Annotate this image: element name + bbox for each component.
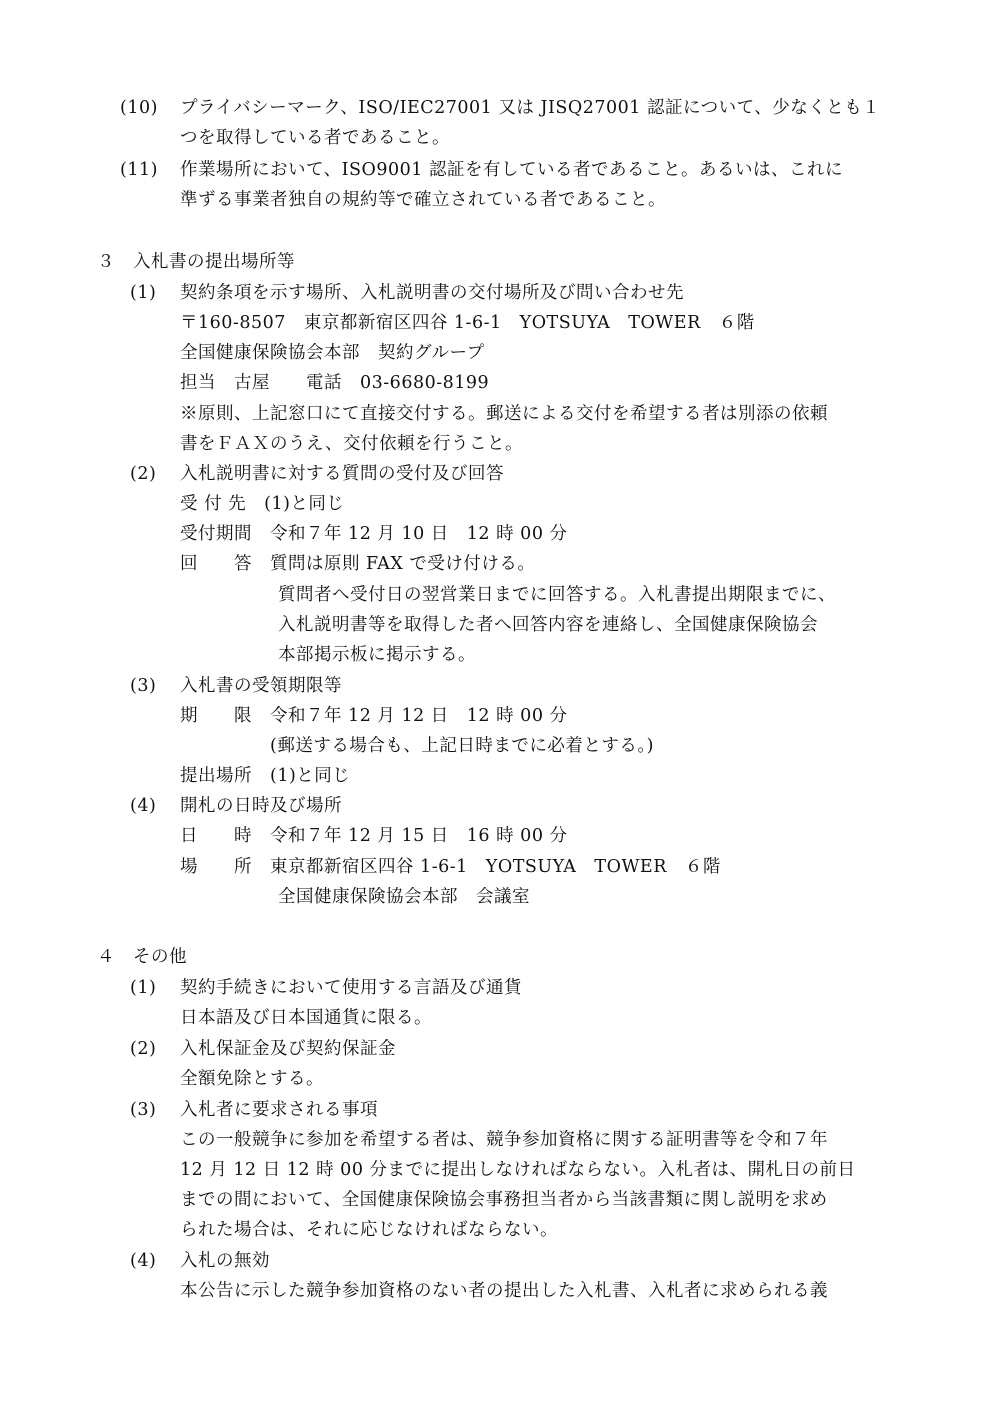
text-line: ※原則、上記窓口にて直接交付する。郵送による交付を希望する者は別添の依頼 (180, 404, 828, 424)
text-line: ４ その他 (97, 947, 187, 967)
text-line: 全国健康保険協会本部 契約グループ (180, 343, 485, 363)
text-line: 入札説明書等を取得した者へ回答内容を連絡し、全国健康保険協会 (278, 615, 818, 635)
text-line: 作業場所において、ISO9001 認証を有している者であること。あるいは、これに (180, 160, 843, 180)
text-line: (1) (130, 978, 157, 998)
text-line: 12 月 12 日 12 時 00 分までに提出しなければならない。入札者は、開札日の前日 (180, 1160, 856, 1180)
text-line: までの間において、全国健康保険協会事務担当者から当該書類に関し説明を求め (180, 1190, 828, 1210)
text-line: 〒160-8507 東京都新宿区四谷 1-6-1 YOTSUYA TOWER ６階 (180, 313, 755, 333)
text-line: 本公告に示した競争参加資格のない者の提出した入札書、入札者に求められる義 (180, 1281, 828, 1301)
text-line: 入札の無効 (180, 1251, 270, 1271)
text-line: 期 限 令和７年 12 月 12 日 12 時 00 分 (180, 706, 568, 726)
text-line: 受 付 先 (1)と同じ (180, 494, 345, 514)
text-line: (11) (120, 160, 158, 180)
text-line: ３ 入札書の提出場所等 (97, 252, 295, 272)
text-line: 全額免除とする。 (180, 1069, 324, 1089)
text-line: (1) (130, 283, 157, 303)
text-line: 場 所 東京都新宿区四谷 1-6-1 YOTSUYA TOWER ６階 (180, 857, 721, 877)
text-line: (郵送する場合も、上記日時までに必着とする。) (270, 736, 654, 756)
text-line: (3) (130, 676, 157, 696)
text-line: 全国健康保険協会本部 会議室 (278, 887, 530, 907)
text-line: 契約条項を示す場所、入札説明書の交付場所及び問い合わせ先 (180, 283, 684, 303)
text-line: プライバシーマーク、ISO/IEC27001 又は JISQ27001 認証について、少なくとも１ (180, 98, 881, 118)
text-line: 入札書の受領期限等 (180, 676, 342, 696)
text-line: 入札保証金及び契約保証金 (180, 1039, 396, 1059)
text-line: 回 答 質問は原則 FAX で受け付ける。 (180, 554, 536, 574)
text-line: (3) (130, 1100, 157, 1120)
text-line: (2) (130, 1039, 157, 1059)
text-line: 受付期間 令和７年 12 月 10 日 12 時 00 分 (180, 524, 568, 544)
text-line: られた場合は、それに応じなければならない。 (180, 1220, 558, 1240)
text-line: (2) (130, 464, 157, 484)
text-line: 入札説明書に対する質問の受付及び回答 (180, 464, 504, 484)
text-line: つを取得している者であること。 (180, 128, 450, 148)
text-line: この一般競争に参加を希望する者は、競争参加資格に関する証明書等を令和７年 (180, 1130, 828, 1150)
text-line: 本部掲示板に掲示する。 (278, 645, 476, 665)
text-line: 開札の日時及び場所 (180, 796, 342, 816)
text-line: 準ずる事業者独自の規約等で確立されている者であること。 (180, 190, 666, 210)
text-line: 日本語及び日本国通貨に限る。 (180, 1008, 432, 1028)
text-line: (10) (120, 98, 158, 118)
text-line: (4) (130, 1251, 157, 1271)
text-line: 書をＦＡＸのうえ、交付依頼を行うこと。 (180, 434, 524, 454)
text-line: (4) (130, 796, 157, 816)
text-line: 入札者に要求される事項 (180, 1100, 378, 1120)
text-line: 提出場所 (1)と同じ (180, 766, 351, 786)
text-line: 契約手続きにおいて使用する言語及び通貨 (180, 978, 522, 998)
text-line: 担当 古屋 電話 03-6680-8199 (180, 373, 490, 393)
text-line: 質問者へ受付日の翌営業日までに回答する。入札書提出期限までに、 (278, 585, 836, 605)
text-line: 日 時 令和７年 12 月 15 日 16 時 00 分 (180, 826, 568, 846)
